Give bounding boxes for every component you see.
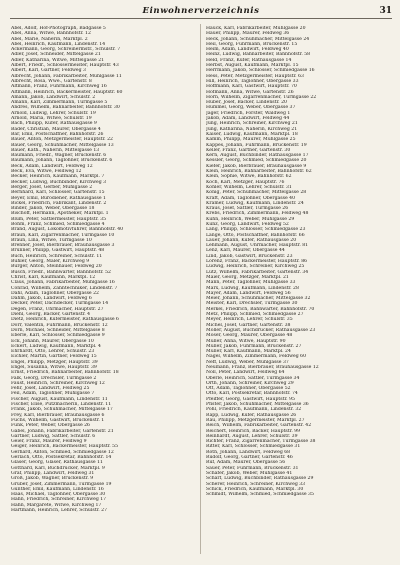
directory-entry: Kamm, Philipp, Maurer, Mühlgasse 25 [206, 137, 296, 143]
directory-entry: Bauer, Anton, Metzgermeister, Hauptstr. 22 [11, 137, 113, 143]
directory-entry: Klein, Heinrich, Bahnarbeiter, Bahnhofstr. 62 [206, 169, 312, 175]
directory-entry: Baumann, Friedr., Wagner, Brückenstr. 6 [11, 153, 107, 159]
directory-entry: Brunner, Philipp, Gastwirt, Hauptstr. 48 [11, 248, 105, 254]
directory-entry: Ludwig, Heinrich, Schreiner, Kirchweg 25 [206, 264, 305, 270]
directory-entry: Müller, Anna, Witwe, Hauptstr. 90 [206, 338, 286, 344]
directory-entry: Albert, Friedr., Schlossermeister, Hauptstr. 43 [11, 63, 119, 69]
directory-entry: Sauer, Peter, Fuhrmann, Brückenstr. 31 [206, 465, 299, 471]
directory-entry: Graf, Philipp, Landwirt, Feldweg 31 [11, 470, 95, 476]
page-header [10, 6, 392, 19]
directory-entry: Kiefer, Jakob, Bierbrauer, Brauhausgasse 9 [206, 163, 307, 169]
directory-entry: Dörr, Valentin, Fuhrmann, Brückenstr. 12 [11, 322, 108, 328]
directory-entry: Heil, Georg, Fuhrmann, Brückenstr. 15 [206, 41, 298, 47]
directory-entry: Brand, August, Lokomotivführer, Bahnhofstr. 40 [11, 227, 124, 233]
directory-entry: Albert, Karl, Gärtner, Feldweg 3 [11, 68, 86, 74]
directory-entry: Braun, Lina, Witwe, Turmgasse 10 [11, 237, 92, 243]
directory-entry: Fuchs, Wilhelm, Gastwirt, Brückenstr. 1 [11, 417, 105, 423]
directory-entry: Fehr, Josef, Landwirt, Feldweg 25 [11, 386, 90, 392]
directory-entry: Gerhard, Anton, Schmied, Schmiedgasse 12 [11, 449, 114, 455]
directory-entry: Dietz, Heinrich, Küfermeister, Rathausgasse 6 [11, 317, 119, 323]
directory-entry: Eberle, Karl, Schlosser, Schmiedgasse 9 [11, 333, 105, 339]
directory-entry: Burger, Anton, Steinhauer, Feldweg 20 [11, 264, 102, 270]
directory-entry: Lauer, Johann, Küfer, Rathausgasse 20 [206, 237, 297, 243]
directory-entry: Geiger, Heinrich, Bäckermeister, Hauptstr. 55 [11, 444, 119, 450]
directory-entry: Falk, Georg, Drechsler, Turmgasse 2 [11, 375, 97, 381]
directory-entry: Neumann, Franz, Bierbrauer, Brauhausgasse 12 [206, 365, 319, 370]
directory-entry: Andres, Wilhelm, Bahnarbeiter, Bahnhofstr. 30 [11, 105, 120, 111]
directory-entry: Gruber, Josef, Zimmermann, Turmgasse 19 [11, 481, 112, 487]
directory-entry: Geier, Franz, Maurer, Feldweg 9 [11, 439, 87, 445]
directory-entry: Koch, Karl, Metzger, Hauptstr. 76 [206, 179, 285, 185]
directory-entry: Beck, Eva, Witwe, Feldweg 12 [11, 169, 82, 175]
directory-entry: König, Peter, Schuhmacher, Mittelgasse 28 [206, 190, 307, 196]
directory-entry: Gärtner, Ludwig, Sattler, Schulstr. 6 [11, 433, 96, 439]
directory-entry: Kunz, Georg, Landwirt, Feldweg 52 [206, 221, 289, 227]
directory-entry: Orth, Johann, Schreiner, Kirchweg 29 [206, 380, 294, 386]
directory-entry: Lorenz, Franz, Bäckermeister, Hauptstr. 86 [206, 259, 308, 265]
directory-entry: Heck, Johann, Schuhmacher, Mittelgasse 24 [206, 36, 310, 42]
directory-entry: Fischer, August, Kaufmann, Lindenstr. 11 [11, 396, 108, 402]
directory-entry: Gotthard, Karl, Buchdrucker, Marktpl. 9 [11, 465, 105, 471]
directory-entry: Kern, August, Buchbinder, Rathausgasse 17 [206, 153, 309, 159]
directory-entry: Arnold, Ludwig, Lehrer, Schulstr. 19 [11, 110, 96, 116]
directory-entry: Baumann, Johann, Taglöhner, Brückenstr. 6 [11, 158, 113, 164]
directory-entry: Ott, Adam, Taglöhner, Obergasse 52 [206, 386, 291, 392]
directory-entry: Rau, Philipp, Metzgermeister, Marktpl. 27 [206, 417, 305, 423]
directory-entry: Otto, Karl, Postsekretär, Bahnhofstr. 74 [206, 391, 298, 397]
directory-entry: Scharf, Ludwig, Buchbinder, Rathausgasse 29 [206, 476, 314, 482]
directory-entry: Pfeiffer, Georg, Gastwirt, Hauptstr. 95 [206, 396, 295, 402]
directory-entry: Meister, Karl, Drechsler, Turmgasse 30 [206, 301, 298, 307]
directory-entry: Glaser, Georg, Glaser, Rathausgasse 11 [11, 460, 103, 466]
directory-entry: Nagel, Wilhelm, Zimmermann, Feldweg 60 [206, 354, 306, 360]
directory-entry: Gabel, Johann, Fabrikarbeiter, Gartenstr. 21 [11, 428, 114, 434]
directory-entry: Eckert, Ludwig, Kaufmann, Marktpl. 4 [11, 343, 101, 349]
directory-entry: Jung, Heinrich, Schreiner, Kirchweg 21 [206, 121, 298, 127]
directory-entry: Buch, Heinrich, Schreiner, Schulstr. 11 [11, 253, 103, 259]
directory-entry: Abel, Marie, Näherin, Marktpl. 2 [11, 36, 88, 42]
directory-entry: Lehmann, August, Uhrmacher, Hauptstr. 81 [206, 243, 309, 249]
directory-entry: Funk, Peter, Weber, Obergasse 26 [11, 423, 90, 429]
directory-entry: Engel, Philipp, Metzger, Hauptstr. 39 [11, 359, 98, 365]
directory-entry: Feil, Adam, Taglöhner, Mühlgasse 7 [11, 391, 95, 397]
directory-entry: Altmann, Franz, Fuhrmann, Kirchweg 16 [11, 84, 107, 90]
directory-entry: Ehrhardt, Otto, Lehrer, Schulstr. 23 [11, 349, 95, 355]
directory-entry: Oberle, Heinrich, Sattler, Turmgasse 34 [206, 375, 300, 381]
directory-entry: Becker, Heinrich, Kaufmann, Marktpl. 7 [11, 174, 105, 180]
directory-entry: Neff, Ludwig, Weber, Mühlgasse 37 [206, 359, 289, 365]
directory-entry: Engel, Susanna, Witwe, Hauptstr. 39 [11, 365, 97, 370]
directory-entry: Metz, Philipp, Schmied, Schmiedgasse 27 [206, 312, 304, 318]
directory-entry: Bickel, Friedrich, Fabrikant, Lindenstr. 2 [11, 200, 107, 206]
directory-entry: Ritter, Karl, Schlosser, Schmiedgasse 31 [206, 444, 301, 450]
directory-entry: Müller, Karl, Kaufmann, Marktpl. 24 [206, 349, 291, 355]
directory-entry: Ruf, Adam, Maurer, Obergasse 56 [206, 460, 286, 466]
directory-entry: Brenner, Josef, Bierbrauer, Brauhausgasse 3 [11, 243, 115, 249]
directory-entry: Berger, Josef, Gerber, Mühlgasse 2 [11, 184, 93, 190]
directory-entry: Adler, Josef, Schneider, Mittelgasse 21 [11, 52, 101, 58]
directory-entry: Keller, Franz, Gärtner, Gartenstr. 30 [206, 147, 291, 153]
directory-entry: Frey, Karl, Bierbrauer, Brauhausgasse 6 [11, 412, 105, 418]
directory-entry: Möller, August, Buchdrucker, Rathausgasse 23 [206, 327, 316, 333]
directory-entry: Hofmann, Anna, Witwe, Gartenstr. 26 [206, 89, 294, 95]
directory-entry: Horn, Wilhelm, Zigarrenmacher, Turmgasse 22 [206, 94, 317, 100]
directory-entry: Lang, Philipp, Schlosser, Schmiedgasse 23 [206, 227, 306, 233]
directory-entry: Pfister, Jakob, Schuhmacher, Mittelgasse 36 [206, 402, 309, 408]
directory-entry: Conrad, Wilhelm, Zahntechniker, Lindenstr. 7 [11, 285, 118, 291]
directory-entry: Rapp, Ludwig, Küfer, Rathausgasse 26 [206, 412, 297, 418]
directory-entry: Jäger, Friedrich, Förster, Waldweg 1 [206, 110, 291, 116]
directory-entry: Müller, Jakob, Fuhrmann, Brückenstr. 27 [206, 343, 302, 349]
directory-entry: Kramer, Ludwig, Kaufmann, Lindenstr. 24 [206, 200, 304, 206]
directory-entry: Reich, Wilhelm, Fabrikarbeiter, Gartenstr. 42 [206, 423, 312, 429]
directory-entry: Hess, Peter, Metzgermeister, Hauptstr. 63 [206, 73, 304, 79]
directory-entry: Braun, Karl, Zigarrenmacher, Turmgasse 10 [11, 232, 115, 238]
directory-entry: Bernhard, Karl, Schlosser, Gartenstr. 15 [11, 190, 105, 196]
directory-entry: Hill, Heinrich, Taglöhner, Obergasse 33 [206, 78, 299, 84]
directory-entry: Noll, Peter, Landwirt, Feldweg 64 [206, 370, 285, 376]
directory-entry: Kappes, Johann, Fuhrmann, Brückenstr. 19 [206, 142, 307, 148]
directory-entry: Hauck, Karl, Fabrikarbeiter, Mühlgasse 20 [206, 26, 306, 31]
directory-entry: Diehl, Georg, Bäcker, Gartenstr. 4 [11, 312, 91, 318]
directory-entry: Marx, Ludwig, Kaufmann, Lindenstr. 28 [206, 285, 299, 291]
directory-entry: Becker, Ludwig, Buchbinder, Kirchweg 3 [11, 179, 107, 185]
directory-entry: Abel, Adolf, Hof-Photograph, Badgasse 5 [11, 26, 106, 31]
directory-entry: Dahm, Jakob, Landwirt, Feldweg 6 [11, 296, 92, 302]
directory-entry: Haas, Michael, Taglöhner, Obergasse 30 [11, 492, 106, 498]
directory-entry: Reinhardt, August, Lehrer, Schulstr. 39 [206, 433, 298, 439]
directory-entry: Schäfer, Jakob, Weber, Mühlgasse 41 [206, 470, 293, 476]
directory-entry: Roth, Johann, Landwirt, Feldweg 68 [206, 449, 291, 455]
directory-entry: Dahl, Adam, Taglöhner, Obergasse 22 [11, 290, 99, 296]
directory-entry: Lange, Otto, Postschaffner, Bahnhofstr. 66 [206, 232, 305, 238]
directory-entry: Hahn, Friedrich, Schreiner, Kirchweg 17 [11, 497, 107, 503]
directory-entry: Jung, Katharina, Näherin, Kirchweg 21 [206, 126, 298, 132]
directory-entry: Huber, Josef, Bäcker, Lindenstr. 20 [206, 100, 287, 106]
directory-entry: Hoffmann, Karl, Gastwirt, Hauptstr. 70 [206, 84, 297, 90]
directory-entry: Mann, Peter, Taglöhner, Mühlgasse 33 [206, 280, 296, 286]
directory-entry: Kraus, Josef, Sattler, Turmgasse 26 [206, 206, 289, 212]
directory-entry: Busch, Friedr., Bahnwärter, Bahnhofstr. 52 [11, 269, 111, 275]
directory-entry: Eichler, Martin, Gärtner, Feldweg 15 [11, 354, 97, 360]
directory-entry: Frank, Jakob, Schuhmacher, Mittelgasse 17 [11, 407, 113, 413]
right-column [206, 26, 392, 497]
directory-entry: Reichert, Heinrich, Bäcker, Hauptstr. 99 [206, 428, 301, 434]
directory-entry: Eck, Johann, Maurer, Obergasse 10 [11, 338, 94, 344]
directory-entry: Bühler, Georg, Maler, Kirchweg 9 [11, 259, 90, 265]
directory-entry: Klein, Sophie, Witwe, Bahnhofstr. 62 [206, 174, 292, 180]
directory-entry: Böhm, Franz, Schmied, Schmiedgasse 4 [11, 221, 105, 227]
directory-entry: Hartmann, Heinrich, Lehrer, Schulstr. 27 [11, 508, 108, 514]
directory-entry: Abel, Anna, Witwe, Bahnhofstr. 12 [11, 31, 91, 37]
directory-entry: Degen, Franz, Uhrmacher, Hauptstr. 27 [11, 306, 104, 312]
directory-entry: Michel, Josef, Gärtner, Gartenstr. 38 [206, 322, 291, 328]
directory-entry: Gerlach, Otto, Postsekretär, Bahnhofstr. 14 [11, 455, 112, 461]
directory-entry: Bach, Philipp, Küfer, Rathausgasse 9 [11, 121, 97, 127]
directory-entry: Kuhn, Heinrich, Weber, Mühlgasse 29 [206, 216, 295, 222]
directory-entry: Mayer, Adam, Landwirt, Feldweg 56 [206, 290, 291, 296]
directory-entry: Krebs, Friedrich, Zimmermann, Feldweg 48 [206, 211, 309, 217]
directory-entry: Maier, Georg, Metzger, Marktpl. 21 [206, 274, 289, 280]
directory-entry: Jakob, Adam, Landwirt, Feldweg 44 [206, 116, 290, 122]
directory-entry: Schmidt, Wilhelm, Schmied, Schmiedgasse 35 [206, 492, 314, 498]
directory-entry: Ackermann, Georg, Schreinermstr., Schulstr. 7 [11, 47, 121, 53]
directory-entry: Hauer, Philipp, Maurer, Feldweg 36 [206, 31, 290, 37]
directory-entry: Faust, Heinrich, Schreiner, Kirchweg 12 [11, 380, 105, 386]
directory-entry: Groß, Jakob, Wagner, Brückenstr. 9 [11, 476, 94, 482]
directory-entry: Altmann, Heinrich, Bäckermeister, Hauptstr. 60 [11, 89, 123, 95]
directory-entry: Beyer, Emil, Bürodiener, Rathausgasse 1 [11, 195, 106, 201]
directory-entry: Albrecht, Johann, Fabrikarbeiter, Mühlgasse 11 [11, 73, 122, 79]
directory-entry: Blum, Peter, Sattlermeister, Hauptstr. 35 [11, 216, 107, 222]
directory-entry: Bischoff, Hermann, Apotheker, Marktpl. 1 [11, 211, 109, 217]
directory-entry: Held, Franz, Küfer, Rathausgasse 14 [206, 57, 292, 63]
directory-entry: Kaiser, Ludwig, Kaufmann, Marktpl. 18 [206, 131, 298, 137]
directory-entry: Christ, Karl, Kaufmann, Marktpl. 12 [11, 274, 96, 280]
directory-entry: Hahn, Margarete, Witwe, Kirchweg 17 [11, 502, 102, 508]
directory-entry: Pohl, Friedrich, Kaufmann, Lindenstr. 32 [206, 407, 302, 413]
directory-entry: Meier, Johann, Schuhmacher, Mittelgasse 32 [206, 296, 311, 302]
directory-entry: Meyer, Heinrich, Lehrer, Schulstr. 35 [206, 317, 293, 323]
directory-entry: Albrecht, Rosa, Wwe., Gartenstr. 8 [11, 78, 92, 84]
directory-entry: Heinz, Ludwig, Bahnarbeiter, Bahnhofstr. 58 [206, 52, 311, 58]
directory-entry: Amann, Jakob, Landwirt, Schulstr. 2 [11, 94, 96, 100]
directory-entry: Binder, Jakob, Weber, Obergasse 18 [11, 206, 95, 212]
directory-entry: Hummel, Georg, Weber, Obergasse 37 [206, 105, 296, 111]
directory-entry: Abel, Heinrich, Kaufmann, Lindenstr. 14 [11, 41, 106, 47]
page-number: 31 [379, 6, 392, 16]
left-column [11, 26, 197, 513]
directory-entry: Herbst, August, Kaufmann, Marktpl. 15 [206, 63, 299, 69]
directory-entry: Beck, Adam, Landwirt, Feldweg 12 [11, 163, 93, 169]
directory-entry: Scherer, Heinrich, Schreiner, Kirchweg 33 [206, 481, 306, 487]
directory-entry: Rudolf, Georg, Gärtner, Gartenstr. 46 [206, 455, 293, 461]
directory-entry: Kraft, Adam, Taglöhner, Obergasse 40 [206, 195, 296, 201]
directory-entry: Dorn, Michael, Schneider, Mittelgasse 8 [11, 327, 105, 333]
directory-entry: Fischer, Elise, Putzmacherin, Lindenstr. 11 [11, 402, 112, 408]
directory-entry: Ernst, Friedrich, Bahnarbeiter, Bahnhofstr. 18 [11, 370, 119, 376]
directory-entry: Heim, Adam, Landwirt, Feldweg 40 [206, 47, 289, 53]
page-title: Einwohnerverzeichnis [142, 6, 260, 16]
directory-entry: Bär, Emil, Postschaffner, Bahnhofstr. 26 [11, 131, 104, 137]
directory-entry: Kessler, Georg, Schmied, Schmiedgasse 20 [206, 158, 307, 164]
directory-entry: Günther, Emil, Kaufmann, Lindenstr. 16 [11, 486, 104, 492]
directory-entry: Bauer, Kath., Näherin, Mittelgasse 13 [11, 147, 100, 153]
directory-entry: Decker, Peter, Dachdecker, Turmgasse 14 [11, 301, 109, 307]
column-divider [200, 24, 201, 554]
directory-entry: Bader, Christian, Maurer, Obergasse 4 [11, 126, 101, 132]
directory-entry: Köhler, Wilhelm, Lehrer, Schulstr. 31 [206, 184, 292, 190]
directory-entry: Adler, Katharina, Witwe, Mittelgasse 21 [11, 57, 105, 63]
directory-entry: Amann, Karl, Zimmermann, Turmgasse 5 [11, 100, 108, 106]
directory-entry: Arnold, Maria, Witwe, Schulstr. 19 [11, 116, 92, 122]
directory-entry: Richter, Franz, Zigarrenmacher, Turmgasse 38 [206, 439, 316, 445]
directory-entry: Lutz, Wilhelm, Fabrikarbeiter, Gartenstr. 34 [206, 269, 309, 275]
directory-entry: Herrmann, Jakob, Schlosser, Schmiedgasse 16 [206, 68, 315, 74]
directory-entry: Claus, Johann, Fabrikarbeiter, Mühlgasse 16 [11, 280, 115, 286]
directory-entry: Lenz, Karl, Maurer, Obergasse 44 [206, 248, 285, 254]
directory-entry: Bauer, Georg, Schuhmacher, Mittelgasse 13 [11, 142, 114, 148]
directory-entry: Lind, Jakob, Gastwirt, Brückenstr. 23 [206, 253, 293, 259]
directory-entry: Merkel, Friedrich, Bahnwärter, Bahnhofstr. 70 [206, 306, 315, 312]
directory-entry: Moser, Georg, Maurer, Obergasse 48 [206, 333, 293, 339]
directory-entry: Schick, Friedrich, Kaufmann, Marktpl. 30 [206, 486, 304, 492]
